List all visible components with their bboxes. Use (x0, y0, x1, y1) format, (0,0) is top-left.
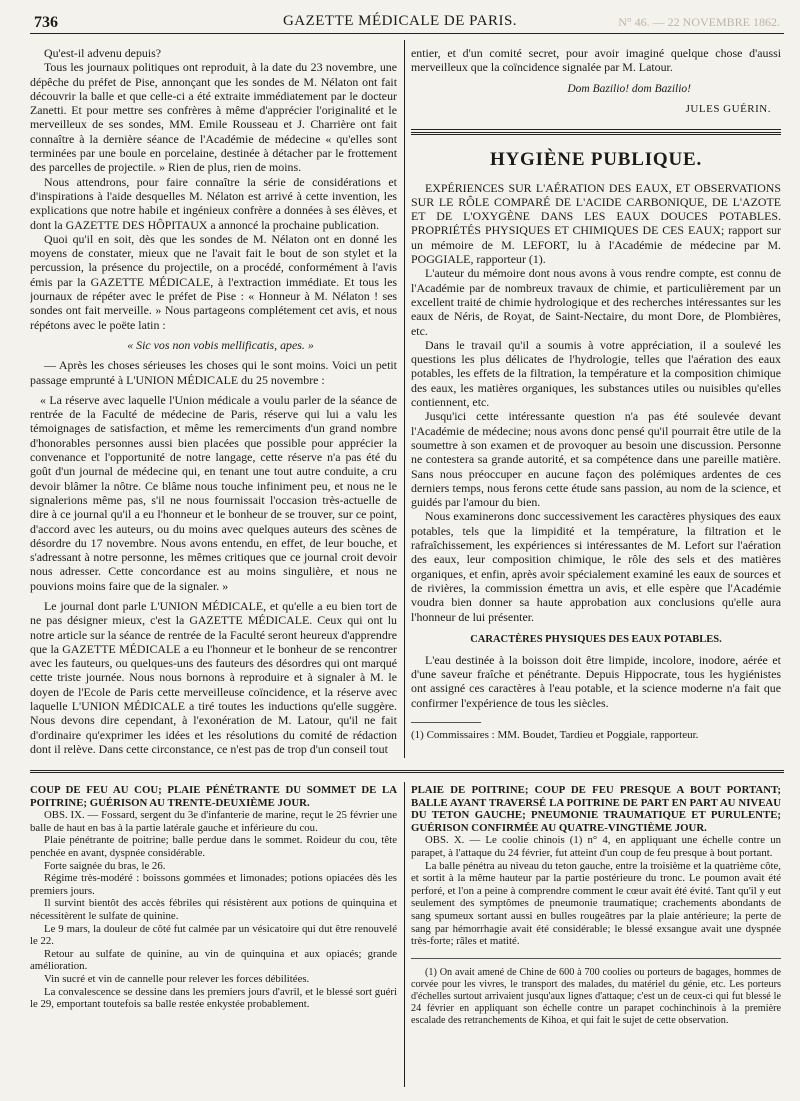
paragraph: Nous attendrons, pour faire connaître la série de considérations et d'inspirations à l'aide desquelles M. Nélaton est arrivé à cette invention, les explications que notre habile et ingénieux confrère a données à ses élèves, et dont la GAZETTE DES HÔPITAUX a annoncé la prochaine publication. (30, 174, 397, 232)
footnote-rule (411, 958, 781, 959)
faint-date: N° 46. — 22 NOVEMBRE 1862. (618, 15, 780, 29)
observation-title: PLAIE DE POITRINE; COUP DE FEU PRESQUE A BOUT PORTANT; BALLE AYANT TRAVERSÉ LA POITRINE DE PART EN PART AU NIVEAU DU TETON GAUCHE; PNEUMONIE TRAUMATIQUE ET PURULENTE; GUÉRISON CONFIRMÉE AU QUATRE-VINGTIÈME JOUR. (411, 784, 781, 834)
footnote-rule (411, 722, 481, 723)
column-divider-top (404, 40, 405, 758)
signature-name: JULES GUÉRIN. (685, 102, 771, 115)
paragraph: — Après les choses sérieuses les choses qui le sont moins. Voici un petit passage emprunté à L'UNION MÉDICALE du 25 novembre : (30, 358, 397, 387)
paragraph: L'auteur du mémoire dont nous avons à vous rendre compte, est connu de l'Académie par de nombreux travaux de chimie, et particulièrement par un excellent traité de chimie hydrologique et des recherches intéressantes sur les eaux de Néris, de Royat, de Saint-Nectaire, du mont Dore, de Plombières, etc. (411, 266, 781, 338)
latin-quote: « Sic vos non vobis mellificatis, apes. » (127, 337, 314, 352)
paragraph: Le journal dont parle L'UNION MÉDICALE, et qu'elle a eu bien tort de ne pas désigner mieux, c'est la GAZETTE MÉDICALE. Ceux qui ont lu notre article sur la séance de rentrée de la Faculté seront heureux d'apprendre que la GAZETTE MÉDICALE a eu l'honneur et le bonheur de se rencontrer avec les fauteurs, ou quelques-uns des fauteurs des désordres qui ont marqué cette triste journée. Nous nous bornons à reproduire et à signaler à M. le doyen de l'Ecole de Paris cette merveilleuse coïncidence, et la réserve avec laquelle L'UNION MÉDICALE a tiré toutes les inductions qu'elle suggère. Nous devons dire cependant, à l'exonération de M. Latour, qu'il ne fait d'ordinaire qu'exprimer les idées et les résolutions du comité de rédaction dont il relève. Dans cette circonstance, ce n'est pas de trop d'un conseil tout (30, 598, 397, 756)
continuation-paragraph: entier, et d'un comité secret, pour avoir imaginé quelque chose d'aussi merveilleux que la coïncidence signalée par M. Latour. (411, 46, 781, 75)
paragraph: Il survint bientôt des accès fébriles qui résistèrent aux potions de quinquina et nécessitèrent le sulfate de quinine. (30, 897, 397, 922)
middle-rule (30, 770, 784, 773)
paragraph: Qu'est-il advenu depuis? (44, 46, 162, 60)
observation-title: COUP DE FEU AU COU; PLAIE PÉNÉTRANTE DU SOMMET DE LA POITRINE; GUÉRISON AU TRENTE-DEUXIÈME JOUR. (30, 784, 397, 809)
paragraph: La balle pénétra au niveau du teton gauche, entre la troisième et la quatrième côte, et sortit à la même hauteur par la partie postérieure du tronc. Le poumon avait été perforé, et l'on a peine à comprendre comment le cœur avait été évité. Tant qu'il y eut seulement des symptômes de pneumonie traumatique; crachements abondants de sang spumeux sortant aussi en bulles rougeâtres par la plaie antérieure; la perte de sang par hémorrhagie avait été considérable; le blessé exsangue avait une dyspnée très-forte; râles et matité. (411, 859, 781, 948)
section-title: HYGIÈNE PUBLIQUE. (489, 148, 703, 170)
paragraph: Nous examinerons donc successivement les caractères physiques des eaux potables, tels que la limpidité et la température, la filtration et le rafraîchissement, les expériences si intéressantes de M. Lefort sur l'aération des eaux, leur composition chimique, le rôle des sels et des matières organiques, et enfin, après avoir spécialement examiné les eaux de sources et de rivières, la commission émettra un avis, et elle espère que l'Académie voudra bien donner sa haute approbation aux conclusions qu'elle aura l'honneur de lui présenter. (411, 509, 781, 624)
footnote: (1) On avait amené de Chine de 600 à 700 coolies ou porteurs de bagages, hommes de corvée pour les vivres, le transport des malades, du matériel du génie, etc. Les porteurs d'échelles surtout arrivaient jusqu'aux lignes d'attaque; c'est un de ceux-ci qui fut blessé le 24 février en appliquant son échelle contre un parapet cochinchinois à la première escalade des retranchements de Kihoa, et qui fait le sujet de cette observation. (411, 966, 781, 1026)
bottom-right-column (411, 784, 781, 1089)
header-rule (30, 33, 784, 34)
paragraph: Tous les journaux politiques ont reproduit, à la date du 23 novembre, une dépêche du préfet de Pise, annonçant que les sondes de M. Nélaton ont fait découvrir la balle et que celle-ci a été extraite immédiatement par le docteur Zanetti. Et pour mettre ses confrères à même d'apprécier l'originalité et le merveilleux de ses sondes, MM. Emile Rousseau et J. Charrière ont fait connaître à la dernière séance de l'Académie de médecine « qu'elles sont terminées par une boule en porcelaine, destinée à détacher par le frottement des parcelles de projectile. » Rien de plus, rien de moins. (30, 60, 397, 175)
page-number: 736 (34, 14, 58, 31)
paragraph: Le 9 mars, la douleur de côté fut calmée par un vésicatoire qui dut être renouvelé le 22. (30, 922, 397, 948)
footnote: (1) Commissaires : MM. Boudet, Tardieu et Poggiale, rapporteur. (411, 728, 699, 741)
right-column (411, 46, 781, 758)
paragraph: Dans le travail qu'il a soumis à votre appréciation, il a soulevé les questions les plus délicates de l'hydrologie, telles que l'aération des eaux potables, les effets de la filtration, la température et la composition chimique des eaux, les matières organiques, les substances utiles ou nuisibles qu'elles contiennent, etc. (411, 337, 781, 410)
paragraph: Jusqu'ici cette intéressante question n'a pas été soulevée devant l'Académie de médecine; nous avons donc pensé qu'il pourrait être utile de la soumettre à son examen et de provoquer au besoin une discussion. Personne ne contestera sa grande autorité, et sa compétence dans une pareille matière. Sans nous préoccuper en aucune façon des polémiques ardentes de ces derniers temps, nous ferons cette étude sans passion, au nom de la science, et guidés par l'amour du bien. (411, 409, 781, 510)
column-divider-bottom (404, 782, 405, 1087)
report-title: EXPÉRIENCES SUR L'AÉRATION DES EAUX, ET OBSERVATIONS SUR LE RÔLE COMPARÉ DE L'ACIDE CARBONIQUE, DE L'AZOTE ET DE L'OXYGÈNE DANS LES EAUX DOUCES POTABLES. PROPRIÉTÉS PHYSIQUES ET CHIMIQUES DE CES EAUX; rapport sur un mémoire de M. LEFORT, lu à l'Académie de médecine par M. POGGIALE, rapporteur (1). (411, 180, 781, 267)
paragraph: OBS. IX. — Fossard, sergent du 3e d'infanterie de marine, reçut le 25 février une balle de haut en bas à la partie latérale gauche et inférieure du cou. (30, 809, 397, 834)
paragraph: Forte saignée du bras, le 26. (44, 859, 166, 872)
left-column (30, 46, 397, 758)
subheading: CARACTÈRES PHYSIQUES DES EAUX POTABLES. (470, 633, 722, 645)
signature-quote: Dom Bazilio! dom Bazilio! (567, 82, 691, 95)
paragraph: Retour au sulfate de quinine, au vin de quinquina et aux opiacés; grande amélioration. (30, 947, 397, 973)
section-rule (411, 129, 781, 130)
journal-title: GAZETTE MÉDICALE DE PARIS. (282, 13, 518, 29)
paragraph: Régime très-modéré : boissons gommées et limonades; potions opiacées dès les premiers jours. (30, 872, 397, 897)
paragraph: OBS. X. — Le coolie chinois (1) n° 4, en appliquant une échelle contre un parapet, à l'attaque du 24 février, fut atteint d'un coup de feu presque à bout portant. (411, 834, 781, 859)
paragraph: La convalescence se dessine dans les premiers jours d'avril, et le blessé sort guéri le 29, emportant toutefois sa balle restée enkystée probablement. (30, 985, 397, 1011)
paragraph: Plaie pénétrante de poitrine; balle perdue dans le sommet. Roideur du cou, tête penchée en avant, dyspnée considérable. (30, 834, 397, 859)
quoted-passage: « La réserve avec laquelle l'Union médicale a voulu parler de la séance de rentrée de la Faculté de médecine de Paris, réserve qui lui a valu les témoignages de satisfaction, et même les remerciments d'un grand nombre d'honorables personnes aussi bien placées que possible pour apprécier la convenance et l'opportunité de notre langage, cette réserve n'a pas été du goût d'un journal de médecine qui, en tenant une tout autre conduite, a cru devoir blâmer la nôtre. Ce blâme nous touche infiniment peu, et nous ne le signalerions même pas, s'il ne nous fournissait l'occasion très-actuelle de dire à ce journal qu'il a eu l'honneur et le bonheur de se trouver, sur ce point, d'accord avec les auteurs, ou du moins avec quelques auteurs des scènes de désordre du 17 novembre. Nous avons entendu, en effet, de leur bouche, et s'adressant à notre personne, les mêmes critiques que ce journal croit devoir nous adresser. Cette concordance est au moins singulière, et nous ne pouvions moins faire que de la signaler. » (30, 392, 397, 593)
section-rule-double (411, 132, 781, 135)
paragraph: Vin sucré et vin de cannelle pour relever les forces débilitées. (44, 972, 310, 985)
paragraph: L'eau destinée à la boisson doit être limpide, incolore, inodore, aérée et d'une saveur fraîche et pénétrante. Depuis Hippocrate, tous les hygiénistes ont assigné ces caractères à l'eau potable, et la science moderne n'a fait que confirmer l'expérience de tous les siècles. (411, 652, 781, 710)
bottom-left-column (30, 784, 397, 1089)
paragraph: Quoi qu'il en soit, dès que les sondes de M. Nélaton ont en donné les moyens de constater, mieux que ne l'avait fait le bout de son stylet et la percussion, la présence du projectile, on a procédé, conformément à l'avis émis par la GAZETTE MÉDICALE, à l'extraction immédiate. Et tous les journaux de répéter avec le préfet de Pise : « Honneur à M. Nélaton ! ses sondes ont fait merveille. » Nous partageons complétement cet avis, et nous répétons avec le poëte latin : (30, 231, 397, 332)
